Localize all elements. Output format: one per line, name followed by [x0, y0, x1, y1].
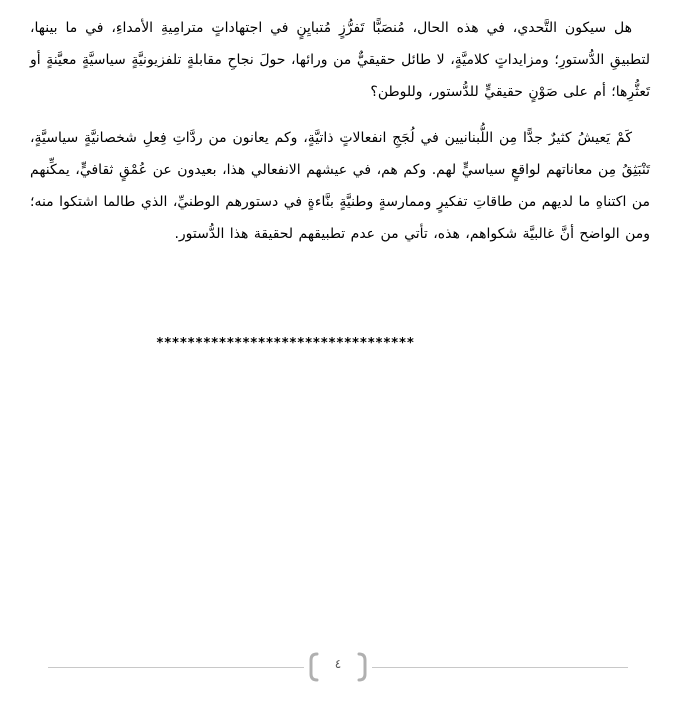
paragraph-1 [30, 12, 650, 108]
body-text [30, 12, 650, 264]
footer-rule-right [372, 667, 628, 668]
paragraph-2 [30, 122, 650, 250]
section-separator: ********************************* [156, 336, 415, 351]
paragraph-1-text: هل سيكون التَّحدي، في هذه الحال، مُنصَبًّا تَفرُّزٍ مُتبايِنٍ في اجتهاداتٍ مترامِيةِ الأمداءِ، في ما بينها، لتطبيقِ الدُّستورِ؛ ومزايداتٍ كلاميَّةٍ، لا طائل حقيقيٌّ من ورائها، حولَ نجاحِ مقابلةٍ تلفزيونيَّةٍ سياسيَّةٍ معيَّنةٍ أو تَعثُّرِها؛ أم على صَوْنٍ حقيقيٍّ للدُّستور، وللوطن؟ [30, 20, 650, 100]
paragraph-2-text: كَمْ يَعيشُ كثيرٌ جدًّا مِن اللُّبنانيين في لُجَجِ انفعالاتٍ ذاتيَّةٍ، وكم يعانون من ردَّاتِ فِعلِ شخصانيَّةٍ سياسيَّةٍ، تَنْبَثِقُ مِن معاناتهم لواقعٍ سياسيٍّ لهم. وكم هم، في عيشهم الانفعالي هذا، بعيدون عن عُمْقٍ ثقافيٍّ، يمكِّنهم من اكتناهِ ما لديهم من طاقاتِ تفكيرٍ وممارسةٍ وطنيَّةٍ بنَّاءةٍ في دستورهم الوطنيِّ، الذي طالما اشتكوا منه؛ ومن الواضح أنَّ غالبيَّة شكواهم، هذه، تأتي من عدم تطبيقهم لحقيقة هذا الدُّستور. [30, 130, 650, 242]
page-footer [48, 652, 628, 684]
footer-rule-left [48, 667, 304, 668]
page-number: ٤ [334, 657, 342, 671]
